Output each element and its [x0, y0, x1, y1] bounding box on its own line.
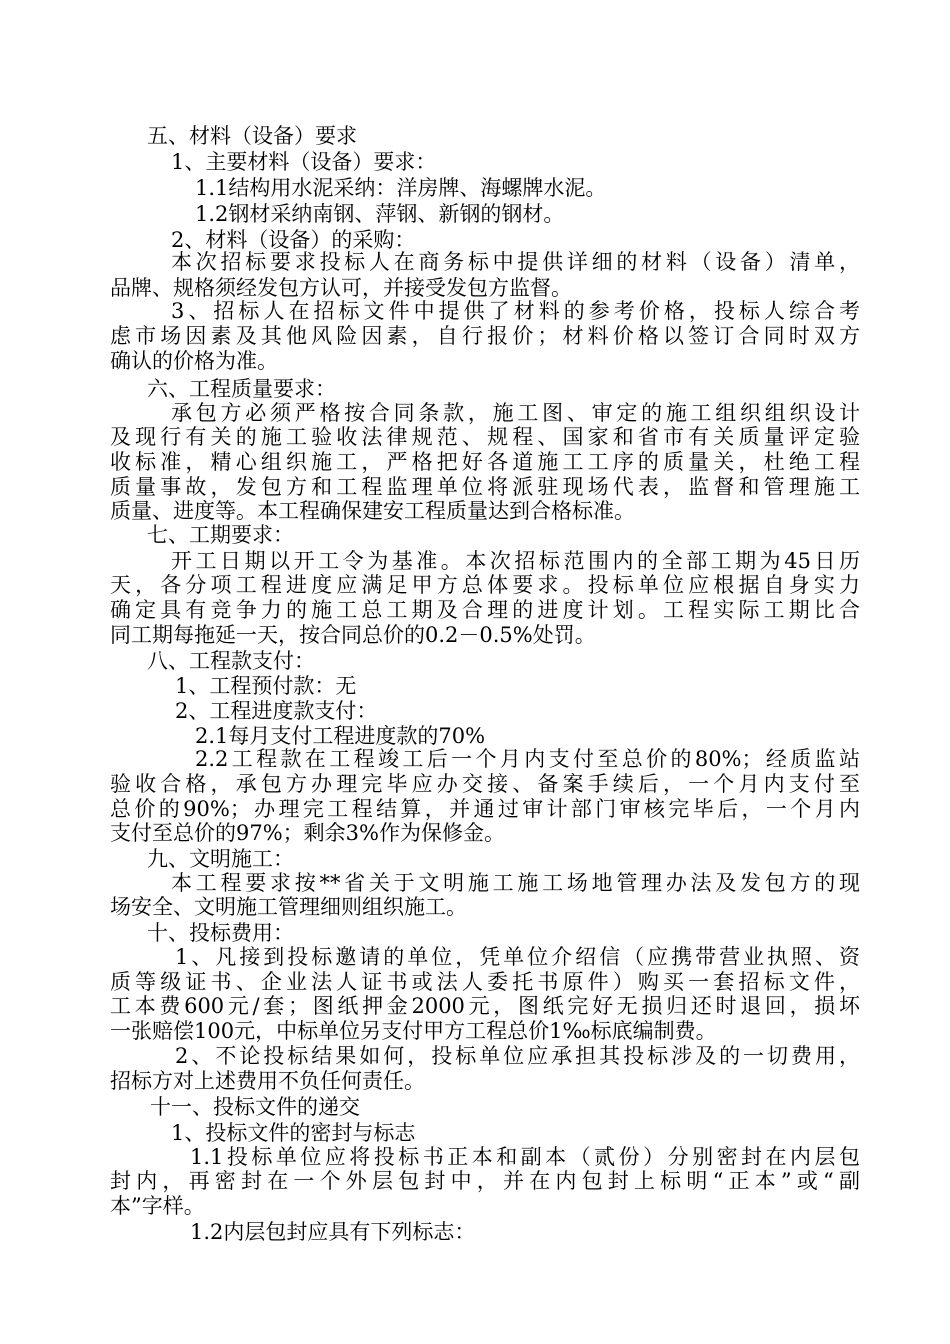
paragraph-line: 虑市场因素及其他风险因素，自行报价；材料价格以签订合同时双方	[110, 324, 860, 348]
paragraph-line: 封内，再密封在一个外层包封中，并在内包封上标明“正本”或“副	[110, 1169, 860, 1193]
paragraph-line: 验收合格，承包方办理完毕应办交接、备案手续后，一个月内支付至	[110, 772, 860, 796]
heading-payment: 八、工程款支付：	[147, 649, 315, 673]
subheading-sealing-marking: 1、投标文件的密封与标志	[171, 1121, 416, 1145]
paragraph-line: 质量、进度等。本工程确保建安工程质量达到合格标准。	[110, 499, 635, 523]
item-steel: 1.2钢材采纳南钢、萍钢、新钢的钢材。	[195, 202, 565, 226]
paragraph-line: 确认的价格为准。	[110, 349, 278, 373]
subheading-advance-payment: 1、工程预付款：无	[175, 674, 357, 698]
paragraph-line: 一张赔偿100元，中标单位另支付甲方工程总价1‰标底编制费。	[110, 1019, 717, 1043]
paragraph-line: 3、招标人在招标文件中提供了材料的参考价格，投标人综合考	[171, 299, 860, 323]
paragraph-line: 招标方对上述费用不负任何责任。	[110, 1069, 425, 1093]
paragraph-line: 本次招标要求投标人在商务标中提供详细的材料（设备）清单，	[171, 250, 860, 274]
paragraph-line: 2.2工程款在工程竣工后一个月内支付至总价的80%；经质监站	[195, 747, 860, 771]
paragraph-line: 总价的90%；办理完工程结算，并通过审计部门审核完毕后，一个月内	[110, 797, 860, 821]
heading-materials: 五、材料（设备）要求	[147, 124, 357, 148]
paragraph-line: 天，各分项工程进度应满足甲方总体要求。投标单位应根据自身实力	[110, 573, 860, 597]
paragraph-line: 本工程要求按**省关于文明施工施工场地管理办法及发包方的现	[171, 871, 860, 895]
paragraph-line: 本”字样。	[110, 1194, 205, 1218]
paragraph-line: 收标准，精心组织施工，严格把好各道施工工序的质量关，杜绝工程	[110, 450, 860, 474]
heading-quality: 六、工程质量要求：	[147, 377, 336, 401]
heading-civilized-construction: 九、文明施工：	[147, 847, 294, 871]
paragraph-line: 同工期每拖延一天，按合同总价的0.2－0.5%处罚。	[110, 623, 596, 647]
paragraph-line: 工本费600元/套；图纸押金2000元，图纸完好无损归还时退回，损坏	[110, 994, 860, 1018]
paragraph-line: 及现行有关的施工验收法律规范、规程、国家和省市有关质量评定验	[110, 425, 860, 449]
paragraph-line: 承包方必须严格按合同条款，施工图、审定的施工组织组织设计	[171, 401, 860, 425]
paragraph-line: 质等级证书、企业法人证书或法人委托书原件）购买一套招标文件，	[110, 970, 860, 994]
subheading-main-materials: 1、主要材料（设备）要求：	[171, 150, 437, 174]
paragraph-line: 品牌、规格须经发包方认可，并接受发包方监督。	[110, 276, 572, 300]
subheading-procurement: 2、材料（设备）的采购：	[171, 228, 416, 252]
paragraph-line: 1、凡接到投标邀请的单位，凭单位介绍信（应携带营业执照、资	[175, 945, 860, 969]
item-inner-envelope-marks: 1.2内层包封应具有下列标志：	[190, 1220, 476, 1244]
heading-schedule: 七、工期要求：	[147, 523, 294, 547]
heading-bid-submission: 十一、投标文件的递交	[150, 1095, 360, 1119]
item-cement: 1.1结构用水泥采纳：洋房牌、海螺牌水泥。	[195, 176, 607, 200]
paragraph-line: 确定具有竞争力的施工总工期及合理的进度计划。工程实际工期比合	[110, 598, 860, 622]
paragraph-line: 场安全、文明施工管理细则组织施工。	[110, 895, 467, 919]
paragraph-line: 1.1投标单位应将投标书正本和副本（贰份）分别密封在内层包	[190, 1145, 860, 1169]
subheading-progress-payment: 2、工程进度款支付：	[175, 699, 378, 723]
paragraph-line: 支付至总价的97%；剩余3%作为保修金。	[110, 821, 505, 845]
item-monthly-payment: 2.1每月支付工程进度款的70%	[195, 724, 486, 748]
paragraph-line: 开工日期以开工令为基准。本次招标范围内的全部工期为45日历	[171, 549, 860, 573]
paragraph-line: 质量事故，发包方和工程监理单位将派驻现场代表，监督和管理施工	[110, 475, 860, 499]
paragraph-line: 2、不论投标结果如何，投标单位应承担其投标涉及的一切费用，	[175, 1044, 860, 1068]
heading-bid-costs: 十、投标费用：	[147, 921, 294, 945]
